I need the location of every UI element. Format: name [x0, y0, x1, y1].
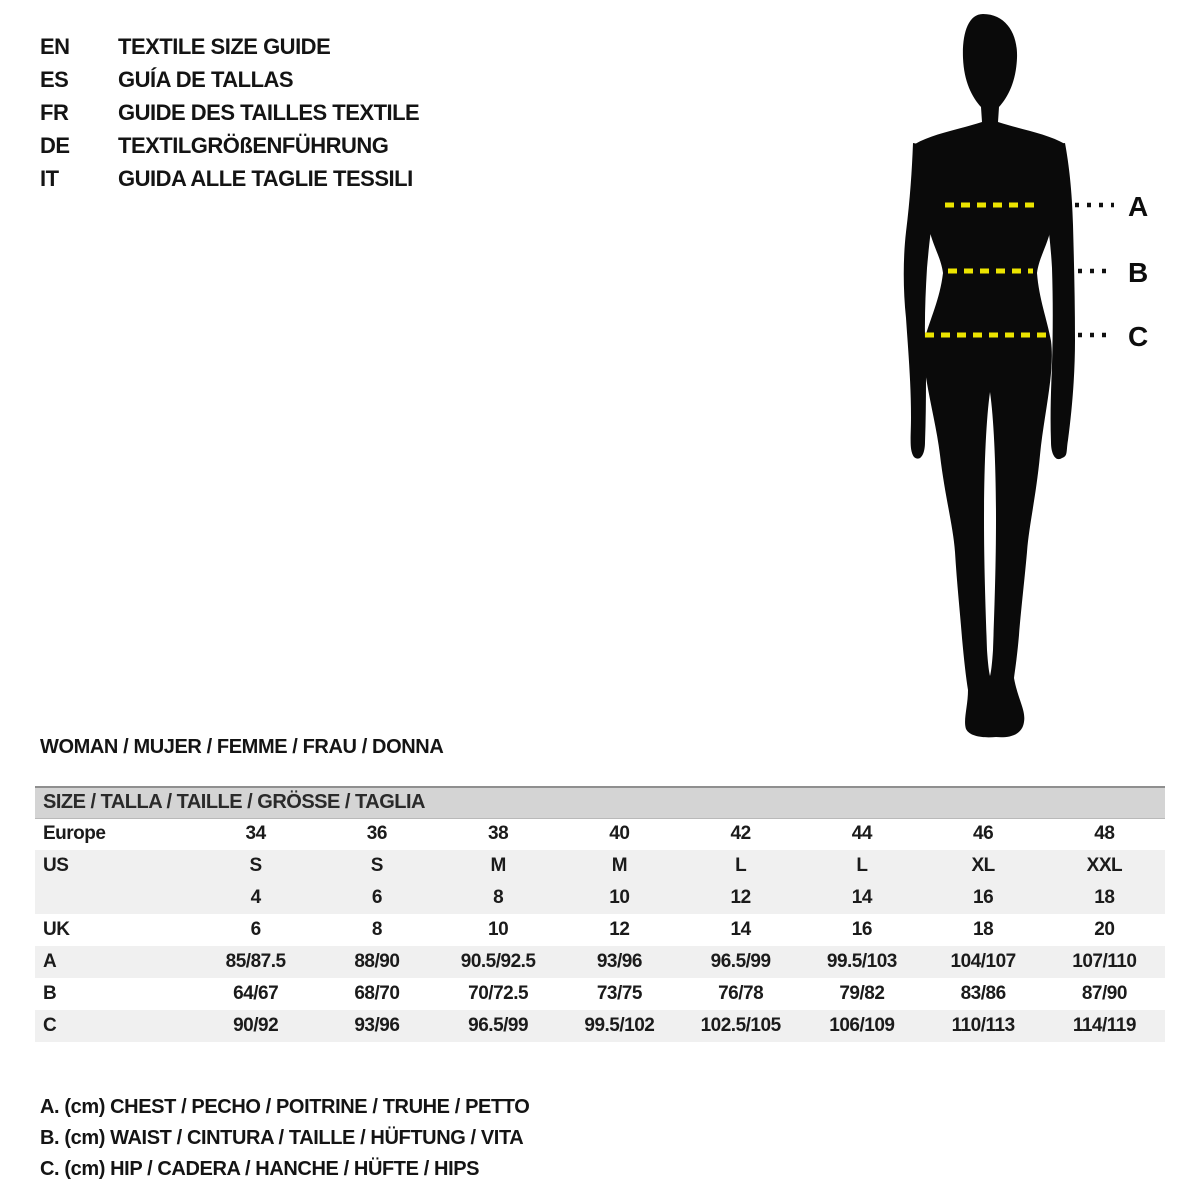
size-cell: 38 [488, 823, 509, 845]
size-cell: 90.5/92.5 [438, 946, 559, 978]
size-cell: 93/96 [559, 946, 680, 978]
row-label: A [35, 946, 195, 978]
guide-title-fr: GUIDE DES TAILLES TEXTILE [118, 99, 420, 125]
measurement-figure [860, 0, 1200, 745]
size-cell: 70/72.5 [468, 983, 529, 1004]
size-cell: 99.5/103 [801, 946, 922, 978]
size-cell: L [801, 850, 922, 882]
size-cell: 20 [1094, 919, 1115, 940]
row-label: US [35, 850, 195, 882]
language-code: FR [40, 99, 69, 125]
size-cell: XXL [1044, 850, 1165, 882]
language-row-de [40, 129, 419, 162]
row-label: Europe [43, 823, 106, 845]
size-cell: 76/78 [718, 983, 764, 1004]
guide-title-it: GUIDA ALLE TAGLIE TESSILI [118, 165, 413, 191]
size-cell: L [680, 850, 801, 882]
size-cell: 36 [366, 823, 387, 845]
size-cell: 106/109 [801, 1010, 922, 1042]
size-cell: 64/67 [233, 983, 279, 1004]
woman-silhouette-figure [860, 0, 1200, 745]
language-title-list [40, 30, 419, 195]
size-cell: 73/75 [596, 983, 642, 1004]
size-cell: 88/90 [316, 946, 437, 978]
left-arm [904, 143, 938, 459]
row-label: UK [43, 919, 70, 940]
guide-title-es: GUÍA DE TALLAS [118, 66, 294, 92]
size-cell: S [316, 850, 437, 882]
size-table-header: SIZE / TALLA / TAILLE / GRÖSSE / TAGLIA [35, 787, 1165, 818]
measurement-legend [40, 1092, 529, 1185]
size-table-body [35, 787, 1165, 1042]
section-title-woman: WOMAN / MUJER / FEMME / FRAU / DONNA [40, 736, 444, 758]
marker-label-b: B [1128, 257, 1149, 288]
row-label: C [35, 1010, 195, 1042]
size-cell: 8 [438, 882, 559, 914]
size-cell: 46 [973, 823, 994, 845]
size-cell: 16 [851, 919, 872, 940]
size-cell: 10 [488, 919, 509, 940]
size-cell: M [559, 850, 680, 882]
legend-waist: B. (cm) WAIST / CINTURA / TAILLE / HÜFTUNG / VITA [40, 1127, 524, 1149]
size-table-row [35, 1010, 1165, 1042]
size-cell: 96.5/99 [680, 946, 801, 978]
legend-chest: A. (cm) CHEST / PECHO / POITRINE / TRUHE / PETTO [40, 1096, 530, 1118]
language-row-it [40, 162, 419, 195]
row-label [35, 882, 195, 914]
size-table-row [35, 946, 1165, 978]
size-cell: 110/113 [923, 1010, 1044, 1042]
size-cell: 40 [609, 823, 630, 845]
size-cell: 34 [245, 823, 266, 845]
size-table-row [35, 850, 1165, 882]
size-cell: 14 [801, 882, 922, 914]
language-row-es [40, 63, 419, 96]
size-cell: 12 [680, 882, 801, 914]
size-cell: 6 [316, 882, 437, 914]
guide-title-en: TEXTILE SIZE GUIDE [118, 33, 331, 59]
size-table-row [35, 978, 1165, 1010]
size-cell: 104/107 [923, 946, 1044, 978]
size-cell: 14 [730, 919, 751, 940]
size-cell: 87/90 [1081, 983, 1127, 1004]
size-cell: 42 [730, 823, 751, 845]
size-cell: S [195, 850, 316, 882]
size-cell: 4 [195, 882, 316, 914]
language-row-en [40, 30, 419, 63]
size-cell: 93/96 [316, 1010, 437, 1042]
size-cell: 85/87.5 [195, 946, 316, 978]
size-cell: 83/86 [960, 983, 1006, 1004]
size-table-row [35, 818, 1165, 850]
size-table-header-row [35, 787, 1165, 818]
size-cell: 12 [609, 919, 630, 940]
size-cell: 16 [923, 882, 1044, 914]
size-cell: M [438, 850, 559, 882]
size-cell: 48 [1094, 823, 1115, 845]
size-cell: 90/92 [195, 1010, 316, 1042]
size-table-row [35, 882, 1165, 914]
size-cell: 102.5/105 [680, 1010, 801, 1042]
size-cell: 6 [250, 919, 261, 940]
row-label: B [43, 983, 57, 1004]
language-code: ES [40, 66, 69, 92]
guide-title-de: TEXTILGRÖßENFÜHRUNG [118, 132, 389, 158]
size-cell: 99.5/102 [559, 1010, 680, 1042]
size-cell: 10 [559, 882, 680, 914]
language-code: IT [40, 165, 59, 191]
size-cell: 44 [851, 823, 872, 845]
language-code: DE [40, 132, 70, 158]
size-cell: 68/70 [354, 983, 400, 1004]
size-cell: 8 [371, 919, 382, 940]
size-table [35, 786, 1165, 1042]
size-cell: 18 [973, 919, 994, 940]
language-code: EN [40, 33, 70, 59]
marker-label-c: C [1128, 321, 1149, 352]
size-cell: 114/119 [1044, 1010, 1165, 1042]
size-cell: 107/110 [1044, 946, 1165, 978]
size-cell: 79/82 [839, 983, 885, 1004]
size-cell: 96.5/99 [438, 1010, 559, 1042]
language-row-fr [40, 96, 419, 129]
marker-label-a: A [1128, 191, 1149, 222]
size-cell: XL [923, 850, 1044, 882]
size-table-row [35, 914, 1165, 946]
legend-hip: C. (cm) HIP / CADERA / HANCHE / HÜFTE / HIPS [40, 1158, 480, 1180]
size-cell: 18 [1044, 882, 1165, 914]
